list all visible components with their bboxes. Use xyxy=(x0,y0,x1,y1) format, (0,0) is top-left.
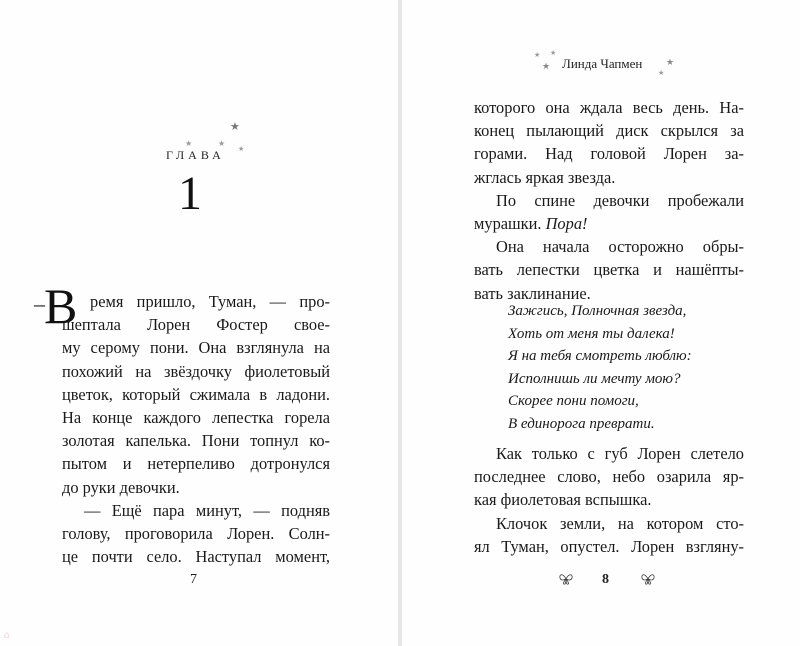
text-line: которого она ждала весь день. На- xyxy=(474,98,744,117)
text-line: Клочок земли, на котором сто- xyxy=(496,513,744,533)
text-line: вать заклинание. xyxy=(474,283,591,303)
text-line: шептала Лорен Фостер свое- xyxy=(62,315,330,335)
text-line: последнее слово, небо озарила яр- xyxy=(474,467,744,487)
right-body-text xyxy=(474,96,744,305)
page-number: 8 xyxy=(602,572,609,587)
dropcap-letter: В xyxy=(44,278,78,334)
poem-line: Хоть от меня ты далека! xyxy=(508,325,675,342)
text-line: – В ремя пришло, Туман, — про- xyxy=(34,278,330,334)
text-line: мурашки. Пора! xyxy=(474,213,588,233)
text-line: пытом и нетерпеливо дотронулся xyxy=(62,454,330,474)
text-line: кая фиолетовая вспышка. xyxy=(474,490,652,510)
text-line: жглась яркая звезда. xyxy=(474,167,616,187)
text-line: вать лепестки цветка и нашёпты- xyxy=(474,260,744,280)
butterfly-icon xyxy=(558,572,574,586)
right-body-text-lower xyxy=(474,442,744,558)
chapter-label: ГЛАВА xyxy=(166,148,225,162)
text-line: конец пылающий диск скрылся за xyxy=(474,121,744,141)
butterfly-icon xyxy=(640,572,656,586)
text-line: ял Туман, опустел. Лорен взгляну- xyxy=(474,536,744,556)
text-line: По спине девочки пробежали xyxy=(496,190,744,210)
poem-line: В единорога преврати. xyxy=(508,415,655,432)
text-line: — Ещё пара минут, — подняв xyxy=(84,500,330,520)
text-line: Как только с губ Лорен слетело xyxy=(496,444,744,463)
poem-line: Скорее пони помоги, xyxy=(508,393,639,410)
text-line: На конце каждого лепестка горела xyxy=(62,407,330,427)
text-line: похожий на звёздочку фиолетовый xyxy=(62,361,330,381)
text-line: цветок, который сжимала в ладони. xyxy=(62,384,330,404)
poem-line: Исполнишь ли мечту мою? xyxy=(508,370,681,387)
dropcap-dash: – xyxy=(34,291,45,316)
left-body-text xyxy=(34,278,330,568)
right-page: ★ ★ ★ ★ ★ xyxy=(402,0,800,646)
text-line: горами. Над головой Лорен за- xyxy=(474,144,744,164)
text-line: голову, проговорила Лорен. Солн- xyxy=(62,523,330,543)
corner-mark-icon: ⌂ xyxy=(4,630,11,641)
chapter-number: 1 xyxy=(178,167,202,220)
text-line: му серому пони. Она взглянула на xyxy=(62,338,330,358)
poem xyxy=(508,300,692,436)
text-line: це почти село. Наступал момент, xyxy=(62,547,330,567)
text-line: до руки девочки. xyxy=(62,477,180,497)
left-page: ★ ★ ★ ★ ГЛАВА 1 – В ремя пришло, Туман, — про- шептала Лорен Фостер свое- му серому пони. Она взглянула на похожий на звёздочку фиолетовый цветок, который сжимала в ладони. На конце каждого лепестка горела золотая капелька. Пони топнул ко- пытом и нетерпеливо дотронулся до руки девочки. — Ещё пара минут, — подняв голову, проговорила Лорен. Солн- це почти село. Наступал момент, 7 xyxy=(0,0,398,646)
page-number: 7 xyxy=(190,572,197,587)
text-line: Она начала осторожно обры- xyxy=(496,237,744,257)
poem-line: Я на тебя смотреть люблю: xyxy=(508,348,692,365)
poem-line: Зажгись, Полночная звезда, xyxy=(508,303,687,319)
running-head: Линда Чапмен xyxy=(562,56,643,71)
text-line: золотая капелька. Пони топнул ко- xyxy=(62,431,330,451)
